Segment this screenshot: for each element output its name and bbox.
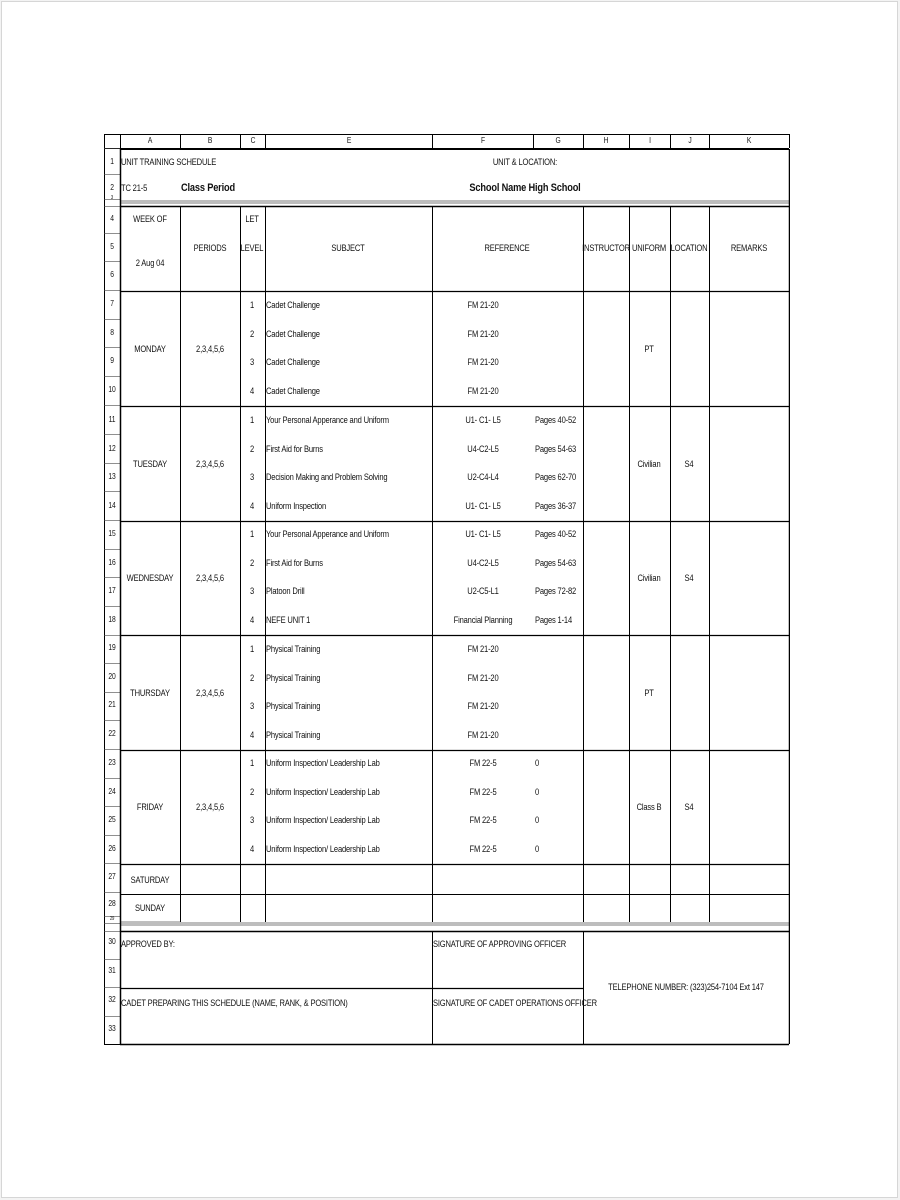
tc-label: TC 21-5 (121, 183, 148, 193)
subject-cell: Uniform Inspection/ Leadership Lab (266, 843, 380, 854)
approved-by-label: APPROVED BY: (121, 939, 175, 949)
reference-cell: FM 21-20 (467, 729, 499, 740)
let-level: 4 (249, 385, 255, 396)
subject-header: SUBJECT (331, 243, 365, 253)
row-number: 24 (108, 787, 116, 796)
subject-cell: Decision Making and Problem Solving (266, 472, 388, 483)
column-letter-E: E (346, 136, 351, 145)
subject-cell: First Aid for Burns (266, 443, 323, 454)
week-of-header: WEEK OF (133, 214, 167, 224)
level-header: LEVEL (240, 243, 264, 253)
reference-cell: FM 22-5 (469, 815, 497, 826)
subject-cell: Your Personal Apperance and Uniform (266, 529, 389, 539)
row-number: 18 (108, 615, 116, 624)
column-letter-K: K (746, 136, 752, 145)
row-number: 21 (108, 700, 116, 709)
let-level: 1 (249, 415, 255, 425)
row-number: 1 (110, 157, 114, 166)
row-number: 19 (108, 643, 116, 652)
reference-cell: Financial Planning (453, 614, 513, 625)
reference-cell: U1- C1- L5 (465, 415, 501, 425)
reference-cell: U2-C5-L1 (467, 586, 499, 597)
unit-location-label: UNIT & LOCATION: (492, 157, 558, 167)
column-letter-B: B (207, 136, 213, 145)
let-level: 4 (249, 500, 255, 511)
reference-header: REFERENCE (484, 243, 530, 253)
instructor-header: INSTRUCTOR (582, 243, 630, 253)
reference-cell: FM 21-20 (467, 644, 499, 654)
subject-cell: Uniform Inspection/ Leadership Lab (266, 758, 380, 768)
subject-cell: Cadet Challenge (266, 328, 320, 339)
let-level: 1 (249, 644, 255, 654)
pages-cell: Pages 1-14 (535, 614, 572, 625)
cadet-preparing-label: CADET PREPARING THIS SCHEDULE (NAME, RANK, & POSITION) (121, 998, 348, 1008)
pages-cell: Pages 72-82 (535, 586, 577, 597)
pages-cell: 0 (535, 786, 540, 797)
reference-cell: FM 21-20 (467, 701, 499, 712)
remarks-header: REMARKS (730, 243, 768, 253)
row-number: 29 (109, 916, 115, 922)
row-number: 30 (108, 937, 116, 946)
day-name: TUESDAY (133, 458, 167, 469)
unit-training-schedule: UNIT TRAINING SCHEDULE (121, 157, 217, 167)
reference-cell: U4-C2-L5 (467, 557, 499, 568)
reference-cell: FM 22-5 (469, 758, 497, 768)
telephone-number: TELEPHONE NUMBER: (323)254-7104 Ext 147 (608, 982, 764, 992)
let-level: 2 (249, 557, 255, 568)
pages-cell: Pages 36-37 (535, 500, 577, 511)
day-location: S4 (684, 572, 694, 583)
reference-cell: FM 22-5 (469, 786, 497, 797)
row-number: 11 (108, 415, 116, 424)
row-number: 8 (110, 328, 114, 337)
weekend-divider-band (120, 922, 789, 926)
subject-cell: Physical Training (266, 672, 321, 683)
subject-cell: Cadet Challenge (266, 357, 320, 368)
column-letter-G: G (555, 136, 561, 145)
row-number: 33 (108, 1024, 116, 1033)
row-number: 10 (108, 385, 116, 394)
day-uniform: PT (644, 687, 654, 698)
sheet-gridlines (104, 134, 790, 1046)
periods-header: PERIODS (193, 243, 227, 253)
subject-cell: First Aid for Burns (266, 557, 323, 568)
class-period-label: Class Period (181, 182, 235, 194)
column-letter-A: A (147, 136, 153, 145)
sunday-label: SUNDAY (135, 903, 165, 913)
day-periods: 2,3,4,5,6 (196, 687, 224, 698)
column-letter-J: J (687, 136, 692, 145)
training-schedule-sheet (104, 134, 790, 1046)
subject-cell: Your Personal Apperance and Uniform (266, 415, 389, 425)
reference-cell: FM 21-20 (467, 300, 499, 310)
reference-cell: FM 21-20 (467, 357, 499, 368)
let-level: 3 (249, 701, 255, 712)
row-number: 27 (108, 872, 116, 881)
row-number: 6 (110, 270, 114, 279)
row-number: 2 (110, 183, 114, 192)
pages-cell: Pages 40-52 (535, 415, 577, 425)
reference-cell: FM 21-20 (467, 328, 499, 339)
let-header: LET (245, 214, 259, 224)
reference-cell: FM 21-20 (467, 385, 499, 396)
let-level: 2 (249, 672, 255, 683)
saturday-label: SATURDAY (130, 875, 170, 885)
day-name: MONDAY (134, 343, 166, 354)
row-number: 17 (108, 586, 116, 595)
let-level: 1 (249, 758, 255, 768)
signature-cadet-label: SIGNATURE OF CADET OPERATIONS OFFICER (433, 998, 597, 1008)
pages-cell: 0 (535, 843, 540, 854)
day-name: THURSDAY (130, 687, 170, 698)
subject-cell: Physical Training (266, 729, 321, 740)
column-letter-H: H (603, 136, 609, 145)
row-number: 7 (110, 299, 114, 308)
let-level: 1 (249, 529, 255, 539)
pages-cell: 0 (535, 815, 540, 826)
let-level: 2 (249, 443, 255, 454)
day-name: WEDNESDAY (126, 572, 174, 583)
subject-cell: Uniform Inspection (266, 500, 327, 511)
reference-cell: U2-C4-L4 (467, 472, 499, 483)
row-number: 23 (108, 758, 116, 767)
row-number: 28 (108, 899, 116, 908)
let-level: 3 (249, 815, 255, 826)
subject-cell: Uniform Inspection/ Leadership Lab (266, 815, 380, 826)
day-name: FRIDAY (136, 801, 164, 812)
day-periods: 2,3,4,5,6 (196, 801, 224, 812)
row-number: 14 (108, 501, 116, 510)
column-letter-I: I (648, 136, 651, 145)
let-level: 2 (249, 786, 255, 797)
day-periods: 2,3,4,5,6 (196, 458, 224, 469)
let-level: 2 (249, 328, 255, 339)
reference-cell: U1- C1- L5 (465, 500, 501, 511)
row-number: 5 (110, 242, 114, 251)
pages-cell: Pages 40-52 (535, 529, 577, 539)
let-level: 4 (249, 614, 255, 625)
let-level: 3 (249, 586, 255, 597)
let-level: 3 (249, 357, 255, 368)
subject-cell: Cadet Challenge (266, 300, 320, 310)
reference-cell: U4-C2-L5 (467, 443, 499, 454)
uniform-header: UNIFORM (631, 243, 667, 253)
day-periods: 2,3,4,5,6 (196, 343, 224, 354)
document-page (1, 1, 898, 1198)
column-letter-F: F (480, 136, 485, 145)
pages-cell: Pages 62-70 (535, 472, 577, 483)
subject-cell: Physical Training (266, 701, 321, 712)
row-number: 15 (108, 529, 116, 538)
day-periods: 2,3,4,5,6 (196, 572, 224, 583)
row-number: 20 (108, 672, 116, 681)
signature-approving-label: SIGNATURE OF APPROVING OFFICER (433, 939, 567, 949)
let-level: 3 (249, 472, 255, 483)
row-number: 16 (108, 558, 116, 567)
title-divider-band (120, 200, 789, 204)
day-uniform: Civilian (637, 572, 661, 583)
subject-cell: Platoon Drill (266, 586, 305, 597)
day-uniform: Class B (636, 801, 662, 812)
subject-cell: Physical Training (266, 644, 321, 654)
let-level: 4 (249, 729, 255, 740)
reference-cell: FM 22-5 (469, 843, 497, 854)
location-header: LOCATION (670, 243, 708, 253)
row-number: 26 (108, 844, 116, 853)
row-number: 13 (108, 472, 116, 481)
let-level: 4 (249, 843, 255, 854)
row-number: 4 (110, 214, 114, 223)
week-date: 2 Aug 04 (135, 258, 165, 268)
day-location: S4 (684, 458, 694, 469)
let-level: 1 (249, 300, 255, 310)
reference-cell: U1- C1- L5 (465, 529, 501, 539)
row-number: 31 (108, 966, 116, 975)
pages-cell: Pages 54-63 (535, 443, 577, 454)
row-number: 22 (108, 729, 116, 738)
subject-cell: Uniform Inspection/ Leadership Lab (266, 786, 380, 797)
row-number: 32 (108, 995, 116, 1004)
school-name: School Name High School (469, 182, 581, 194)
column-letter-C: C (250, 136, 255, 145)
day-uniform: PT (644, 343, 654, 354)
subject-cell: NEFE UNIT 1 (266, 614, 311, 625)
pages-cell: 0 (535, 758, 540, 768)
row-number: 12 (108, 444, 116, 453)
row-number: 9 (110, 356, 114, 365)
reference-cell: FM 21-20 (467, 672, 499, 683)
day-location: S4 (684, 801, 694, 812)
subject-cell: Cadet Challenge (266, 385, 320, 396)
row-number: 25 (108, 815, 116, 824)
day-uniform: Civilian (637, 458, 661, 469)
row-number: 3 (110, 195, 114, 201)
pages-cell: Pages 54-63 (535, 557, 577, 568)
